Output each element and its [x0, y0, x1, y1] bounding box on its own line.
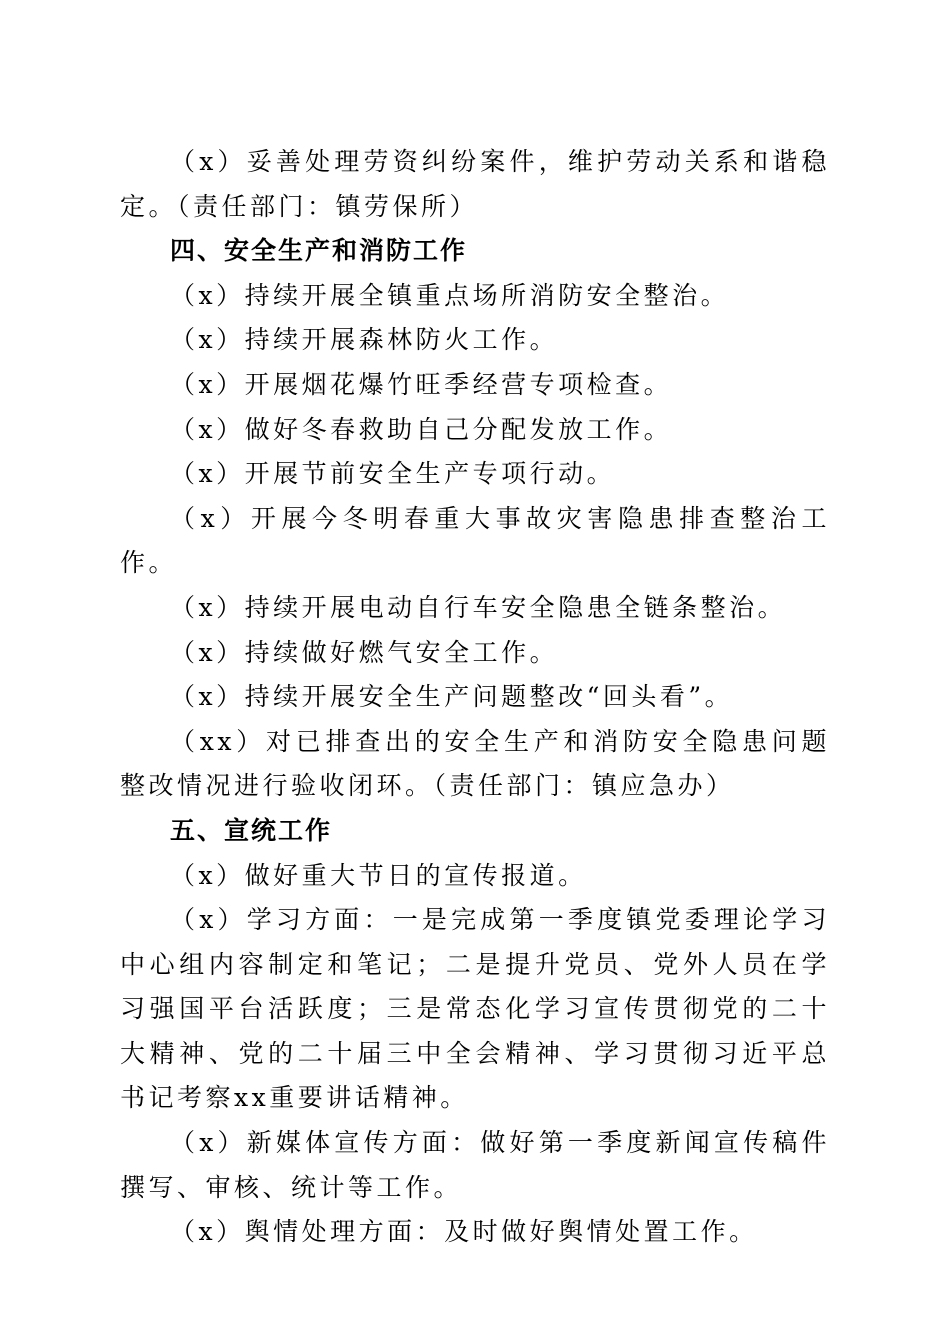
- list-item: （x）做好重大节日的宣传报道。: [170, 860, 587, 890]
- list-item: （x）学习方面：一是完成第一季度镇党委理论学习中心组内容制定和笔记；二是提升党员、党外人员在学习强国平台活跃度；三是常态化学习宣传贯彻党的二十大精神、党的二十届三中全会精神、学习贯彻习近平总书记考察xx重要讲话精神。: [120, 905, 830, 1113]
- list-item: （xx）对已排查出的安全生产和消防安全隐患问题整改情况进行验收闭环。（责任部门：镇应急办）: [120, 726, 830, 801]
- list-item: （x）开展今冬明春重大事故灾害隐患排查整治工作。: [120, 503, 830, 578]
- list-item: （x）开展烟花爆竹旺季经营专项检查。: [170, 369, 673, 399]
- list-item: （x）舆情处理方面：及时做好舆情处置工作。: [170, 1217, 758, 1247]
- section-heading-safety: 四、安全生产和消防工作: [170, 236, 468, 266]
- document-page: [120, 140, 830, 1255]
- list-item: （x）做好冬春救助自己分配发放工作。: [170, 414, 673, 444]
- list-item: （x）新媒体宣传方面：做好第一季度新闻宣传稿件撰写、审核、统计等工作。: [120, 1128, 830, 1202]
- list-item: （x）持续开展森林防火工作。: [170, 325, 559, 355]
- paragraph-labor-disputes: （x）妥善处理劳资纠纷案件，维护劳动关系和谐稳定。（责任部门：镇劳保所）: [120, 147, 830, 221]
- section-heading-publicity: 五、宣统工作: [170, 815, 333, 845]
- list-item: （x）开展节前安全生产专项行动。: [170, 459, 616, 489]
- list-item: （x）持续做好燃气安全工作。: [170, 637, 559, 667]
- list-item: （x）持续开展安全生产问题整改“回头看”。: [170, 682, 734, 712]
- list-item: （x）持续开展电动自行车安全隐患全链条整治。: [170, 592, 787, 622]
- list-item: （x）持续开展全镇重点场所消防安全整治。: [170, 280, 730, 310]
